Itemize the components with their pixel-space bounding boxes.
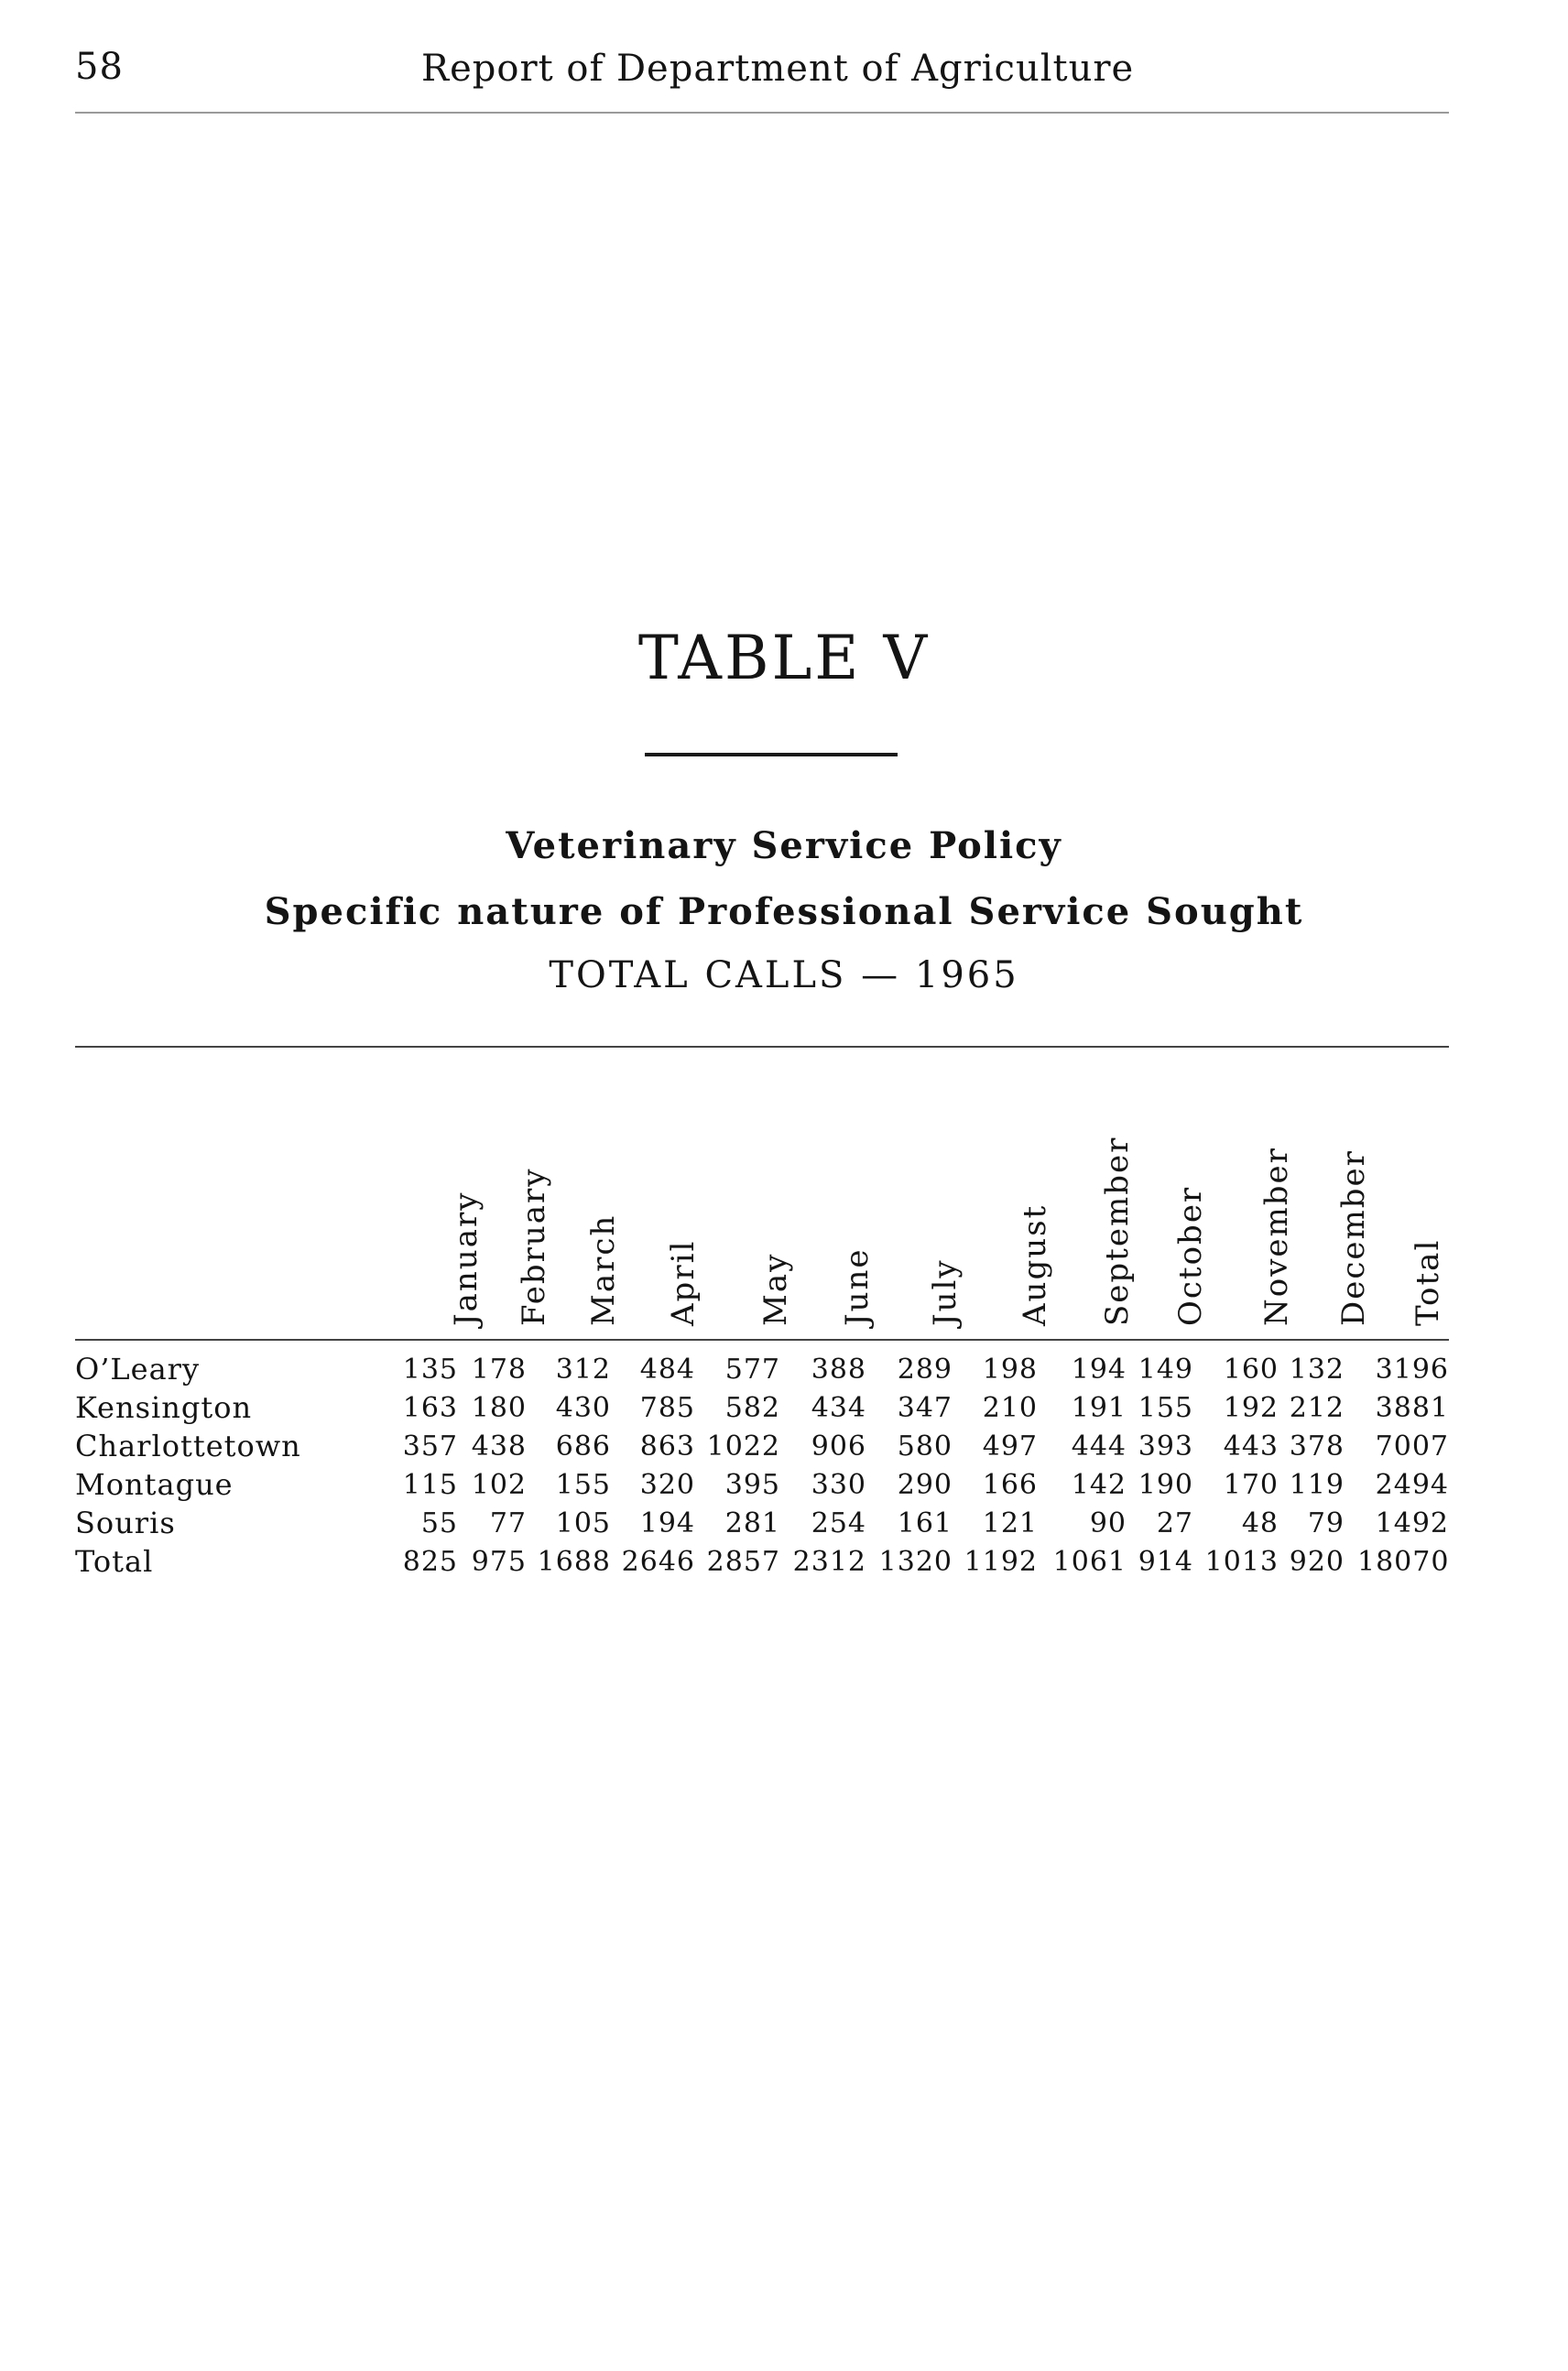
table-cell: 192 [1223, 1392, 1279, 1424]
column-header-label: June [839, 1247, 876, 1326]
table-cell: 102 [471, 1469, 527, 1501]
table-cell: 155 [1138, 1392, 1193, 1424]
table-cell: 191 [1071, 1392, 1127, 1424]
table-cell: 77 [489, 1507, 527, 1539]
column-header-label: August [1017, 1203, 1053, 1326]
column-header-november [1247, 916, 1302, 1326]
subtitle-nature: Specific nature of Professional Service Sought [264, 890, 1304, 933]
table-cell: 194 [1071, 1354, 1127, 1386]
page-number: 58 [75, 46, 124, 88]
table-cell: 119 [1289, 1469, 1345, 1501]
table-cell: 2494 [1375, 1469, 1449, 1501]
table-cell: 121 [982, 1507, 1038, 1539]
table-cell: 166 [982, 1469, 1038, 1501]
row-label: Total [75, 1544, 154, 1579]
column-header-march [574, 916, 629, 1326]
column-header-label: March [585, 1213, 622, 1326]
row-label: O’Leary [75, 1352, 201, 1387]
table-cell: 395 [724, 1469, 780, 1501]
table-cell: 90 [1089, 1507, 1127, 1539]
table-cell: 438 [471, 1430, 527, 1463]
table-cell: 105 [555, 1507, 611, 1539]
column-header-label: December [1335, 1149, 1372, 1326]
column-header-june [828, 916, 883, 1326]
table-cell: 2857 [706, 1546, 780, 1578]
column-header-label: July [927, 1258, 964, 1326]
table-cell: 3196 [1375, 1354, 1449, 1386]
column-header-total [1399, 916, 1454, 1326]
column-header-february [505, 916, 560, 1326]
table-cell: 1192 [964, 1546, 1038, 1578]
table-cell: 180 [471, 1392, 527, 1424]
table-cell: 497 [982, 1430, 1038, 1463]
table-cell: 347 [897, 1392, 953, 1424]
column-header-september [1088, 916, 1143, 1326]
table-cell: 906 [811, 1430, 866, 1463]
table-cell: 7007 [1375, 1430, 1449, 1463]
table-cell: 115 [402, 1469, 458, 1501]
table-cell: 434 [811, 1392, 866, 1424]
table-cell: 18070 [1357, 1546, 1450, 1578]
table-cell: 163 [402, 1392, 458, 1424]
table-cell: 1013 [1204, 1546, 1279, 1578]
table-cell: 178 [471, 1354, 527, 1386]
table-cell: 160 [1223, 1354, 1279, 1386]
table-cell: 289 [897, 1354, 953, 1386]
table-cell: 430 [555, 1392, 611, 1424]
subtitle-policy: Veterinary Service Policy [506, 824, 1062, 867]
table-cell: 320 [639, 1469, 695, 1501]
column-header-august [1006, 916, 1061, 1326]
table-cell: 1061 [1052, 1546, 1127, 1578]
table-cell: 378 [1289, 1430, 1345, 1463]
table-cell: 1022 [706, 1430, 780, 1463]
column-header-may [746, 916, 801, 1326]
table-cell: 79 [1307, 1507, 1345, 1539]
column-header-july [916, 916, 971, 1326]
header-row-divider [75, 1339, 1449, 1341]
column-header-label: September [1099, 1136, 1136, 1326]
column-header-label: January [448, 1191, 485, 1326]
table-cell: 142 [1071, 1469, 1127, 1501]
column-header-label: April [665, 1239, 702, 1326]
table-cell: 27 [1156, 1507, 1193, 1539]
row-label: Kensington [75, 1390, 253, 1425]
subtitle-total-calls: TOTAL CALLS — 1965 [549, 954, 1019, 996]
table-cell: 357 [402, 1430, 458, 1463]
table-cell: 155 [555, 1469, 611, 1501]
column-header-label: Total [1410, 1238, 1446, 1326]
table-cell: 975 [471, 1546, 527, 1578]
table-cell: 444 [1071, 1430, 1127, 1463]
table-cell: 1320 [878, 1546, 953, 1578]
row-label: Souris [75, 1506, 176, 1540]
column-header-january [437, 916, 492, 1326]
table-cell: 290 [897, 1469, 953, 1501]
table-cell: 825 [402, 1546, 458, 1578]
table-cell: 132 [1289, 1354, 1345, 1386]
table-cell: 785 [639, 1392, 695, 1424]
table-title: TABLE V [637, 623, 931, 693]
column-header-label: May [757, 1252, 794, 1326]
table-cell: 580 [897, 1430, 953, 1463]
table-cell: 281 [724, 1507, 780, 1539]
table-cell: 2312 [792, 1546, 866, 1578]
title-underline [645, 753, 898, 756]
table-cell: 48 [1241, 1507, 1279, 1539]
table-cell: 914 [1138, 1546, 1193, 1578]
table-cell: 577 [724, 1354, 780, 1386]
table-cell: 484 [639, 1354, 695, 1386]
table-cell: 55 [420, 1507, 458, 1539]
table-cell: 135 [402, 1354, 458, 1386]
table-cell: 686 [555, 1430, 611, 1463]
table-cell: 212 [1289, 1392, 1345, 1424]
table-cell: 443 [1223, 1430, 1279, 1463]
table-cell: 149 [1138, 1354, 1193, 1386]
table-cell: 254 [811, 1507, 866, 1539]
table-cell: 170 [1223, 1469, 1279, 1501]
table-cell: 388 [811, 1354, 866, 1386]
table-cell: 393 [1138, 1430, 1193, 1463]
table-cell: 190 [1138, 1469, 1193, 1501]
table-cell: 330 [811, 1469, 866, 1501]
header-divider [75, 112, 1449, 114]
table-cell: 863 [639, 1430, 695, 1463]
running-title: Report of Department of Agriculture [421, 48, 1135, 90]
column-header-december [1324, 916, 1379, 1326]
table-cell: 161 [897, 1507, 953, 1539]
table-cell: 1688 [537, 1546, 611, 1578]
column-header-april [654, 916, 709, 1326]
column-header-label: November [1258, 1147, 1295, 1326]
row-label: Charlottetown [75, 1429, 301, 1463]
table-cell: 210 [982, 1392, 1038, 1424]
column-header-label: February [516, 1167, 552, 1326]
table-cell: 2646 [621, 1546, 695, 1578]
column-header-label: October [1172, 1185, 1209, 1326]
table-cell: 198 [982, 1354, 1038, 1386]
table-cell: 920 [1289, 1546, 1345, 1578]
table-cell: 194 [639, 1507, 695, 1539]
table-cell: 582 [724, 1392, 780, 1424]
row-label: Montague [75, 1467, 234, 1502]
table-cell: 3881 [1375, 1392, 1449, 1424]
column-header-october [1161, 916, 1216, 1326]
table-cell: 1492 [1375, 1507, 1449, 1539]
table-cell: 312 [555, 1354, 611, 1386]
